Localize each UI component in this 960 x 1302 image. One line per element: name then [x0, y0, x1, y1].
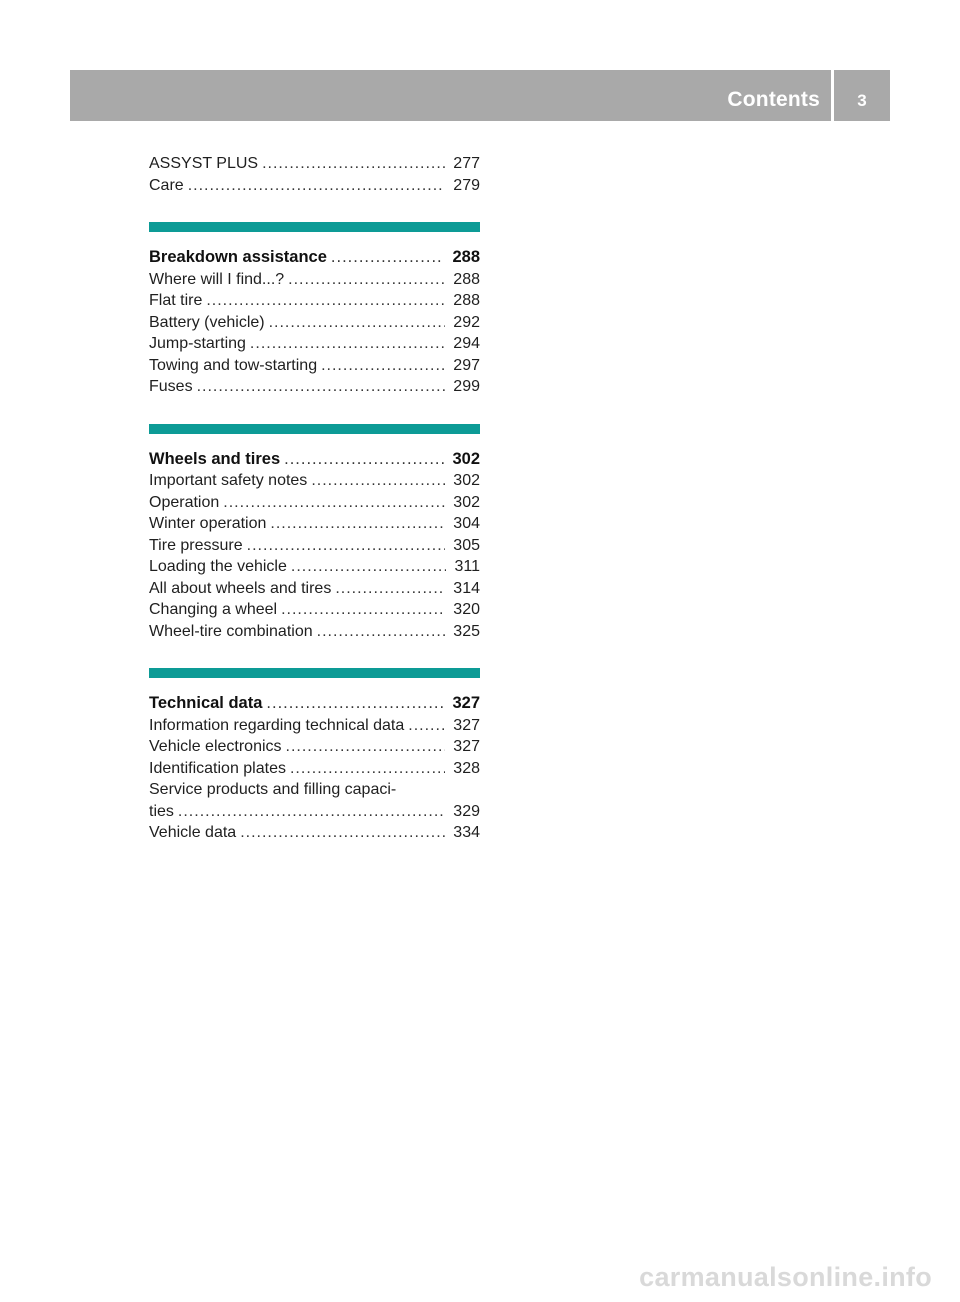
toc-entry-label: Winter operation — [149, 515, 267, 532]
section-divider-bar — [149, 222, 480, 232]
leader-dots — [321, 355, 445, 377]
toc-entry-label: Important safety notes — [149, 472, 308, 489]
toc-entry-page: 277 — [453, 155, 480, 172]
toc-entry-label: Wheel-tire combination — [149, 622, 313, 640]
leader-dots — [288, 269, 445, 291]
leader-dots — [250, 333, 445, 355]
toc-entry-page: 279 — [453, 176, 480, 194]
toc-entry[interactable] — [149, 470, 480, 492]
toc-entry-label: Battery (vehicle) — [149, 313, 265, 331]
toc-heading-label: Wheels and tires — [149, 449, 281, 468]
toc-entry-label: ties — [149, 802, 174, 820]
leader-dots — [317, 621, 446, 643]
leader-dots — [291, 556, 447, 578]
leader-dots — [178, 801, 445, 823]
toc-entry[interactable] — [149, 492, 480, 514]
leader-dots — [408, 715, 445, 737]
toc-entry-label: Vehicle data — [149, 824, 237, 841]
toc-entry[interactable] — [149, 513, 480, 535]
toc-entry-page: 327 — [453, 716, 480, 734]
leader-dots — [206, 290, 445, 312]
toc-entry[interactable] — [149, 535, 480, 557]
leader-dots — [284, 449, 444, 471]
toc-entry-page: 314 — [453, 579, 480, 597]
toc-entry-label: ASSYST PLUS — [149, 155, 259, 172]
toc-entry-label: Flat tire — [149, 292, 203, 309]
toc-entry-page: 305 — [453, 536, 480, 554]
toc-entry-page: 297 — [453, 356, 480, 374]
leader-dots — [188, 175, 446, 197]
toc-entry[interactable] — [149, 578, 480, 600]
toc-entry-label: Changing a wheel — [149, 601, 278, 618]
toc-entry-page: 302 — [453, 472, 480, 489]
toc-entry[interactable] — [149, 269, 480, 291]
leader-dots — [223, 492, 445, 514]
leader-dots — [290, 758, 445, 780]
toc-entry-label: Jump-starting — [149, 335, 246, 352]
toc-entry-label: Tire pressure — [149, 536, 243, 554]
toc-entry[interactable] — [149, 290, 480, 312]
page-number: 3 — [857, 91, 867, 110]
toc-entry-page: 328 — [453, 759, 480, 777]
toc-entry-wrapped-line[interactable] — [149, 779, 480, 801]
leader-dots — [197, 376, 446, 398]
toc-entry[interactable] — [149, 599, 480, 621]
toc-entry[interactable] — [149, 736, 480, 758]
toc-entry[interactable] — [149, 822, 480, 844]
toc-entry[interactable] — [149, 312, 480, 334]
toc-entry-label: Care — [149, 176, 184, 194]
toc-heading-page: 288 — [452, 248, 480, 266]
toc-entry[interactable] — [149, 153, 480, 175]
toc-heading-page: 327 — [452, 694, 480, 712]
toc-entry-label: Vehicle electronics — [149, 738, 282, 755]
toc-entry-label: All about wheels and tires — [149, 579, 332, 597]
toc-entry-page: 304 — [453, 515, 480, 532]
leader-dots — [247, 535, 446, 557]
toc-heading-label: Technical data — [149, 694, 263, 712]
toc-section-heading[interactable] — [149, 449, 480, 471]
toc-entry-page: 292 — [453, 313, 480, 331]
toc-entry-label: Loading the vehicle — [149, 558, 287, 575]
toc-entry-page: 329 — [453, 802, 480, 820]
toc-entry-page: 288 — [453, 270, 480, 288]
section-title: Contents — [727, 88, 820, 111]
leader-dots — [262, 153, 445, 175]
toc-entry[interactable] — [149, 333, 480, 355]
toc-entry-label: Towing and tow-starting — [149, 356, 318, 374]
toc-entry-page: 334 — [453, 824, 480, 841]
leader-dots — [266, 693, 444, 715]
section-divider-bar — [149, 424, 480, 434]
toc-entry-page: 320 — [453, 601, 480, 618]
toc-heading-page: 302 — [452, 449, 480, 468]
section-divider-bar — [149, 668, 480, 678]
toc-heading-label: Breakdown assistance — [149, 248, 327, 266]
toc-entry[interactable] — [149, 556, 480, 578]
toc-section-heading[interactable] — [149, 247, 480, 269]
toc-entry[interactable] — [149, 801, 480, 823]
toc-entry-label: Service products and filling capaci- — [149, 781, 397, 798]
toc-entry-label: Operation — [149, 493, 220, 511]
toc-entry-label: Fuses — [149, 378, 193, 395]
toc-entry-page: 311 — [454, 558, 480, 575]
leader-dots — [286, 736, 446, 758]
toc-entry[interactable] — [149, 355, 480, 377]
toc-entry-page: 288 — [453, 292, 480, 309]
page-header — [70, 70, 890, 121]
leader-dots — [270, 513, 445, 535]
leader-dots — [335, 578, 445, 600]
toc-entry-label: Identification plates — [149, 759, 286, 777]
leader-dots — [281, 599, 445, 621]
toc-entry-page: 302 — [453, 493, 480, 511]
toc-entry-label: Information regarding technical data — [149, 716, 405, 734]
toc-entry-page: 294 — [453, 335, 480, 352]
toc-entry[interactable] — [149, 621, 480, 643]
toc-entry-page: 325 — [453, 622, 480, 640]
toc-entry[interactable] — [149, 376, 480, 398]
watermark-text: carmanualsonline.info — [639, 1262, 932, 1292]
toc-entry[interactable] — [149, 175, 480, 197]
leader-dots — [240, 822, 445, 844]
toc-section-heading[interactable] — [149, 693, 480, 715]
leader-dots — [331, 247, 445, 269]
toc-entry[interactable] — [149, 758, 480, 780]
toc-entry-page: 327 — [453, 738, 480, 755]
leader-dots — [269, 312, 446, 334]
leader-dots — [311, 470, 445, 492]
toc-entry-page: 299 — [453, 378, 480, 395]
toc-entry-label: Where will I find...? — [149, 270, 285, 288]
table-of-contents — [149, 153, 480, 844]
toc-entry[interactable] — [149, 715, 480, 737]
